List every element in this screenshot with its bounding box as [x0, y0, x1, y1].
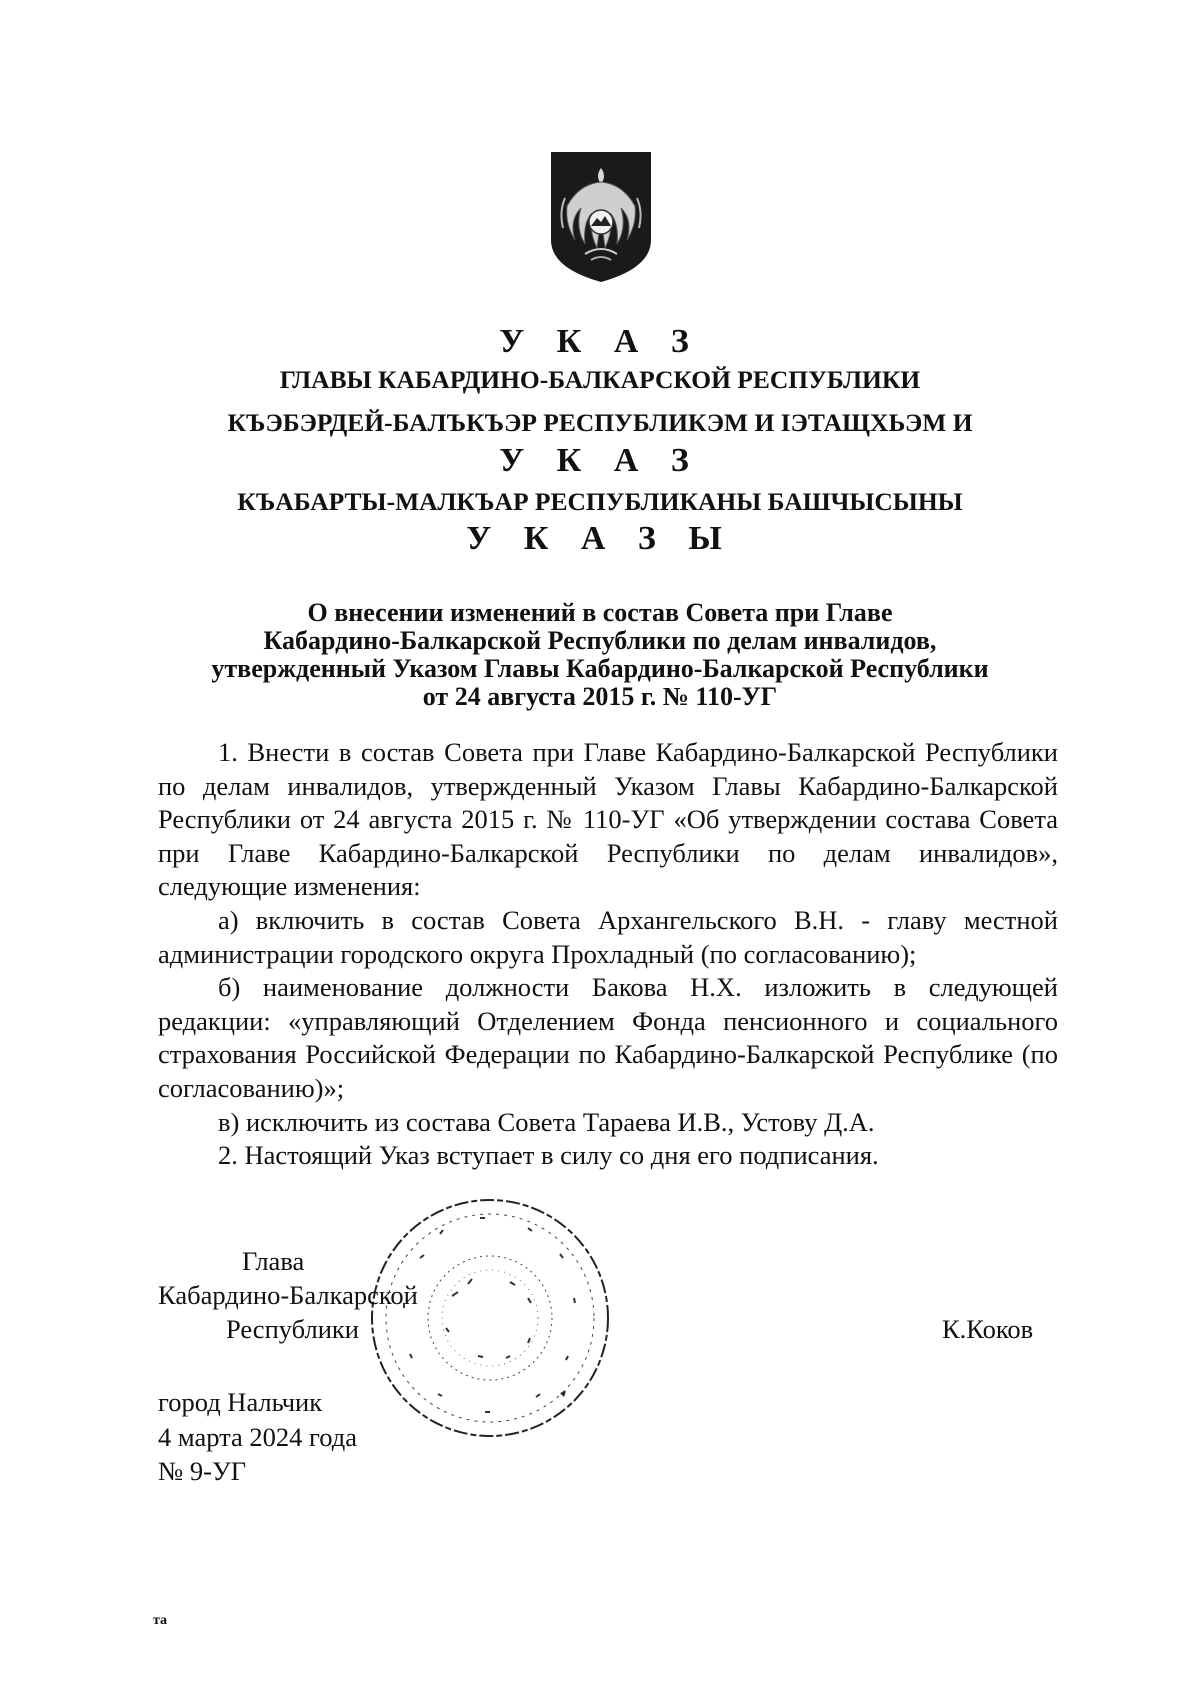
- authority-ru: ГЛАВЫ КАБАРДИНО-БАЛКАРСКОЙ РЕСПУБЛИКИ: [279, 365, 921, 394]
- typist-mark: та: [153, 1613, 168, 1628]
- paragraph-2: 2. Настоящий Указ вступает в силу со дня его подписания.: [218, 1140, 879, 1171]
- coat-of-arms-emblem: [545, 148, 657, 286]
- authority-kbd: КЪЭБЭРДЕЙ-БАЛЪКЪЭР РЕСПУБЛИКЭМ И ІЭТАЩХЬЭМ И: [227, 408, 973, 437]
- decree-heading-kbd: У К А З: [499, 442, 701, 479]
- title-line: О внесении изменений в состав Совета при Главе: [307, 598, 893, 627]
- authority-krc: КЪАБАРТЫ-МАЛКЪАР РЕСПУБЛИКАНЫ БАШЧЫСЫНЫ: [237, 487, 963, 516]
- decree-heading-krc: У К А З Ы: [466, 520, 734, 557]
- decree-place: город Нальчик: [158, 1387, 323, 1417]
- title-line: от 24 августа 2015 г. № 110-УГ: [422, 682, 778, 711]
- decree-body: [158, 736, 1058, 1173]
- decree-title: [150, 599, 1050, 711]
- title-line: утвержденный Указом Главы Кабардино-Балкарской Республики: [211, 654, 989, 683]
- paragraph-a: а) включить в состав Совета Архангельского В.Н. - главу местной администрации городского округа Прохладный (по согласованию);: [158, 904, 1058, 969]
- paragraph-1: 1. Внести в состав Совета при Главе Кабардино-Балкарской Республики по делам инвалидов, утвержденный Указом Главы Кабардино-Балкарской Республики от 24 августа 2015 г. № 110-УГ «Об утверждении состава Совета при Главе Кабардино-Балкарской Республики по делам инвалидов», следующие изменения:: [158, 737, 1058, 902]
- official-seal: [360, 1188, 620, 1448]
- paragraph-b: б) наименование должности Бакова Н.Х. изложить в следующей редакции: «управляющий Отделением Фонда пенсионного и социального страхования Российской Федерации по Кабардино-Балкарской Республике (по согласованию)»;: [158, 972, 1058, 1103]
- decree-number: № 9-УГ: [158, 1456, 247, 1486]
- signatory-position-line1: Глава: [242, 1246, 305, 1276]
- signatory-position-line3: Республики: [226, 1314, 359, 1344]
- decree-heading-ru: У К А З: [499, 323, 701, 360]
- paragraph-v: в) исключить из состава Совета Тараева И.В., Устову Д.А.: [218, 1106, 875, 1137]
- signatory-name: К.Коков: [942, 1314, 1034, 1344]
- signatory-position-line2: Кабардино-Балкарской: [158, 1280, 418, 1310]
- decree-date: 4 марта 2024 года: [158, 1422, 357, 1452]
- title-line: Кабардино-Балкарской Республики по делам инвалидов,: [263, 626, 937, 655]
